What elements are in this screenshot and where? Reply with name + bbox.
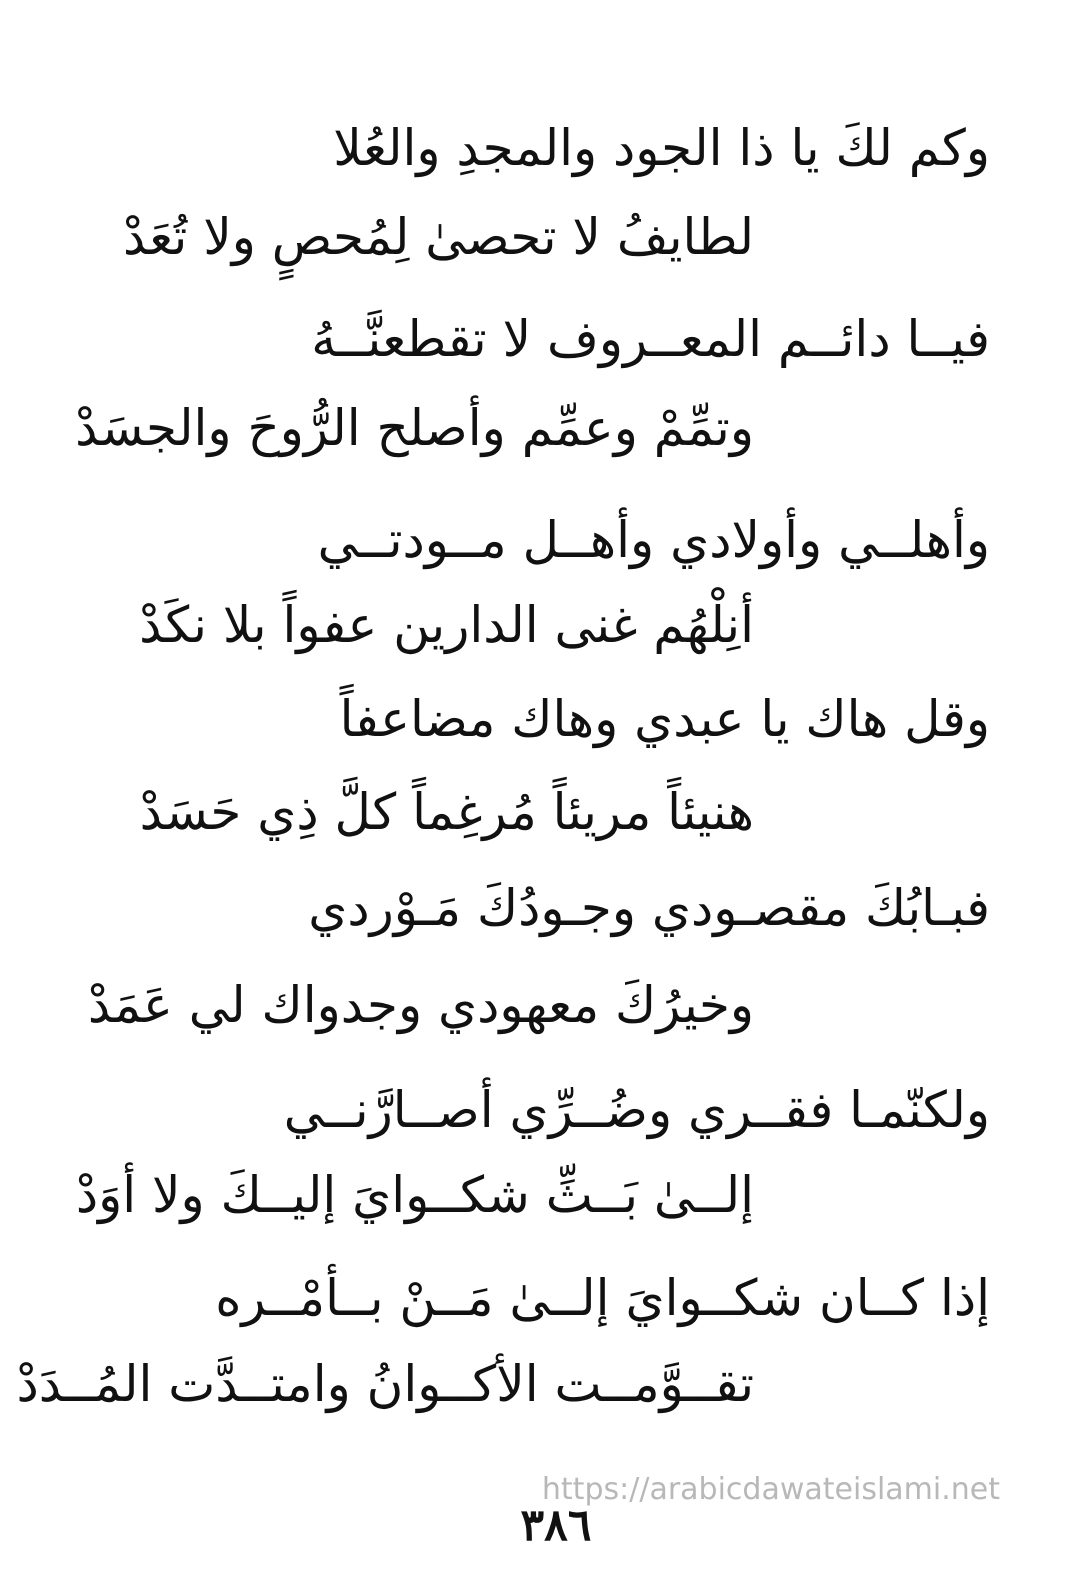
verse-line: أنِلْهُم غنى الدارين عفواً بلا نكَدْ xyxy=(139,596,754,654)
verse-line: تقــوَّمــت الأكــوانُ وامتــدَّت المُــدَدْ xyxy=(16,1355,754,1413)
verse-line: وكم لكَ يا ذا الجود والمجدِ والعُلا xyxy=(333,119,990,177)
verse-line: وقل هاك يا عبدي وهاك مضاعفاً xyxy=(339,690,990,748)
verse-line: وخيرُكَ معهودي وجدواك لي عَمَدْ xyxy=(87,976,754,1034)
verse-line: لطايفُ لا تحصىٰ لِمُحصٍ ولا تُعَدْ xyxy=(123,208,754,266)
verse-line: فبـابُكَ مقصـودي وجـودُكَ مَـوْردي xyxy=(308,879,990,937)
verse-line: ولكنّمـا فقــري وضُــرِّي أصــارَّنــي xyxy=(283,1081,990,1139)
verse-line: هنيئاً مريئاً مُرغِماً كلَّ ذِي حَسَدْ xyxy=(139,783,754,841)
verse-line: إذا كــان شكــوايَ إلــىٰ مَــنْ بــأمْــره xyxy=(215,1269,990,1327)
verse-line: فيــا دائــم المعــروف لا تقطعنَّــهُ xyxy=(311,310,990,368)
verse-line: وتمِّمْ وعمِّم وأصلح الرُّوحَ والجسَدْ xyxy=(75,399,754,457)
verse-line: إلــىٰ بَــثِّ شكــوايَ إليــكَ ولا أوَدْ xyxy=(75,1166,754,1224)
watermark-url: https://arabicdawateislami.net xyxy=(541,1472,1000,1507)
page-number: ٣٨٦ xyxy=(520,1500,592,1551)
verse-line: وأهلــي وأولادي وأهــل مــودتــي xyxy=(317,511,990,569)
